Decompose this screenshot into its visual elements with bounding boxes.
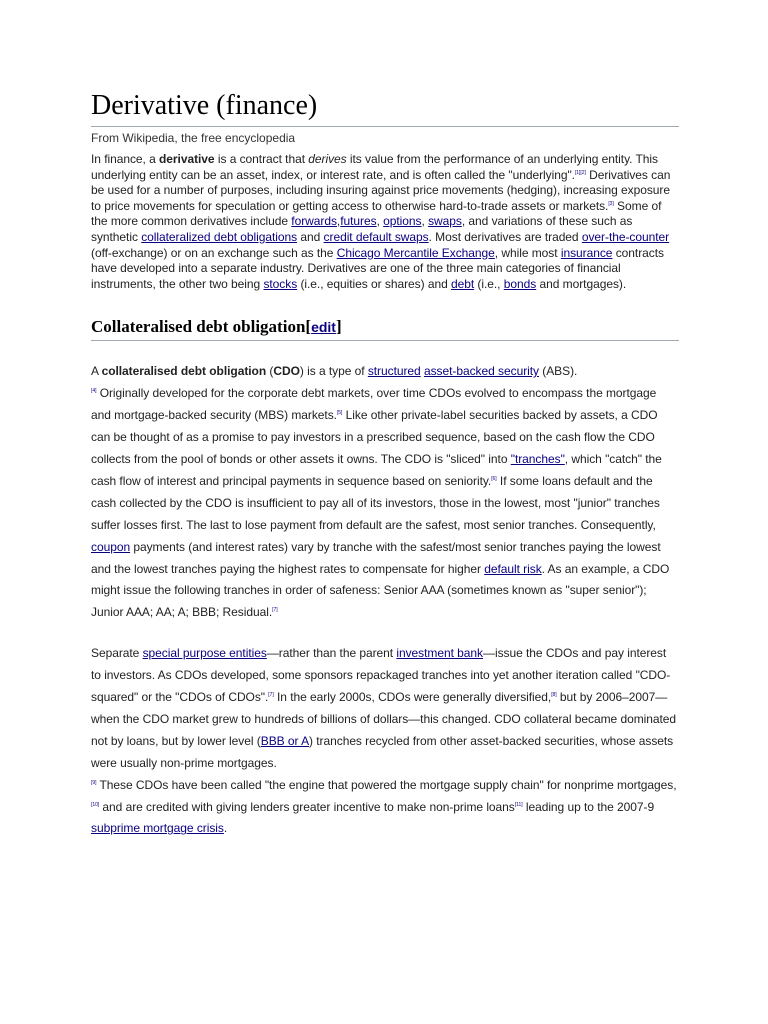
link-credit-default-swaps[interactable]: credit default swaps bbox=[323, 229, 429, 244]
text: (i.e., bbox=[474, 276, 504, 291]
text: its value from the performance of an underlying entity. This underlying entity can be an asset, index, or interest rate, and is often called the "underlying". bbox=[91, 152, 658, 182]
text: , bbox=[376, 214, 384, 229]
text: These CDOs have been called "the engine that powered the mortgage supply chain" for nonprime mortgages, bbox=[96, 777, 677, 792]
citation-link[interactable]: [10] bbox=[91, 801, 100, 808]
italic-term: derives bbox=[308, 152, 347, 166]
link-chicago-mercantile-exchange[interactable]: Chicago Mercantile Exchange bbox=[336, 245, 495, 260]
bracket: [ bbox=[305, 317, 312, 337]
text: is a contract that bbox=[214, 152, 309, 166]
link-stocks[interactable]: stocks bbox=[263, 276, 298, 291]
link-bbb-or-a[interactable]: BBB or A bbox=[260, 733, 310, 748]
citation-link[interactable]: [11] bbox=[514, 801, 523, 808]
link-over-the-counter[interactable]: over-the-counter bbox=[581, 229, 670, 244]
text: , bbox=[336, 214, 341, 229]
text: Originally developed for the corporate debt markets, over time CDOs evolved to encompass the mortgage and mortgage-backed security (MBS) markets. bbox=[91, 386, 657, 423]
citation-link[interactable]: [6] bbox=[491, 475, 497, 482]
link-swaps[interactable]: swaps bbox=[428, 214, 462, 229]
text: , which "catch" the cash flow of interest and principal payments in sequence based on seniority. bbox=[91, 451, 662, 488]
link-special-purpose-entities[interactable]: special purpose entities bbox=[142, 646, 267, 661]
page-title: Derivative (finance) bbox=[91, 88, 679, 127]
link-asset-backed-security[interactable]: asset-backed security bbox=[423, 364, 539, 379]
link-insurance[interactable]: insurance bbox=[560, 245, 613, 260]
text: , while most bbox=[494, 245, 561, 260]
citation-link[interactable]: [4] bbox=[91, 388, 97, 395]
text: Some of the more common derivatives include bbox=[91, 198, 662, 229]
link-collateralized-debt-obligations[interactable]: collateralized debt obligations bbox=[141, 229, 298, 244]
text: and are credited with giving lenders greater incentive to make non-prime loans bbox=[99, 799, 515, 814]
edit-link[interactable]: edit bbox=[311, 319, 336, 336]
link-debt[interactable]: debt bbox=[450, 276, 475, 291]
text: . Most derivatives are traded bbox=[428, 229, 582, 244]
text: . bbox=[223, 821, 228, 836]
text: ) is a type of bbox=[299, 364, 368, 379]
citation-link[interactable]: [3] bbox=[608, 200, 614, 207]
text: but by 2006–2007—when the CDO market grew to hundreds of billions of dollars—this changed. CDO collateral became dominated not by loans, but by lower level ( bbox=[91, 690, 677, 748]
text: A bbox=[91, 364, 102, 379]
link-bonds[interactable]: bonds bbox=[503, 276, 537, 291]
link-tranches[interactable]: "tranches" bbox=[510, 451, 565, 466]
bracket: ] bbox=[335, 317, 342, 337]
text: (i.e., equities or shares) and bbox=[297, 276, 451, 291]
link-investment-bank[interactable]: investment bank bbox=[396, 646, 483, 661]
text: In finance, a bbox=[91, 152, 160, 166]
text: Derivatives can be used for a number of purposes, including insuring against price movements (hedging), increasing exposure to price movements for speculation or getting access to otherwise hard-to-trade assets or markets. bbox=[91, 167, 671, 213]
bold-term: derivative bbox=[159, 152, 215, 166]
link-forwards[interactable]: forwards bbox=[291, 214, 337, 229]
cdo-paragraph-1 bbox=[91, 361, 679, 624]
text: and mortgages). bbox=[536, 276, 627, 291]
citation-link[interactable]: [9] bbox=[91, 779, 97, 786]
bold-term: collateralised debt obligation bbox=[101, 364, 267, 379]
text: . As an example, a CDO might issue the following tranches in order of safeness: Senior AAA (sometimes known as "super senior"); Junior AAA; AA; A; BBB; Residual. bbox=[91, 561, 670, 620]
lead-paragraph bbox=[91, 152, 679, 292]
text: —rather than the parent bbox=[266, 646, 397, 661]
text: ) tranches recycled from other asset-backed securities, whose assets were usually non-prime mortgages. bbox=[91, 733, 674, 770]
site-tagline: From Wikipedia, the free encyclopedia bbox=[91, 131, 296, 145]
citation-link[interactable]: [7] bbox=[272, 607, 278, 614]
text: payments (and interest rates) vary by tranche with the safest/most senior tranches paying the lowest and the lowest tranches paying the highest rates to compensate for higher bbox=[91, 539, 661, 576]
bold-term: CDO bbox=[273, 364, 300, 379]
citation-link[interactable]: [8] bbox=[551, 692, 557, 699]
text: Like other private-label securities backed by assets, a CDO can be thought of as a promise to pay investors in a prescribed sequence, based on the cash flow the CDO collects from the pool of bonds or other assets it owns. The CDO is "sliced" into bbox=[91, 408, 658, 466]
section-title: Collateralised debt obligation bbox=[91, 317, 306, 337]
text: (ABS). bbox=[539, 364, 578, 379]
text: , and variations of these such as synthetic bbox=[91, 214, 633, 244]
section-heading bbox=[91, 316, 679, 341]
citation-link[interactable]: [7] bbox=[268, 692, 274, 699]
link-futures[interactable]: futures bbox=[340, 214, 377, 229]
text: (off-exchange) or on an exchange such as the bbox=[91, 245, 337, 260]
citation-link[interactable]: [5] bbox=[336, 410, 343, 417]
link-options[interactable]: options bbox=[383, 214, 422, 229]
text: In the early 2000s, CDOs were generally diversified, bbox=[273, 690, 552, 705]
link-coupon[interactable]: coupon bbox=[91, 539, 131, 554]
citation-link[interactable]: [1][2] bbox=[574, 169, 586, 176]
link-structured[interactable]: structured bbox=[367, 364, 421, 379]
text: leading up to the 2007-9 bbox=[522, 799, 655, 814]
link-default-risk[interactable]: default risk bbox=[484, 561, 542, 576]
text: , bbox=[421, 214, 429, 229]
text: Separate bbox=[91, 646, 143, 661]
text: ( bbox=[266, 364, 274, 379]
text: contracts have developed into a separate industry. Derivatives are one of the three main categories of financial instruments, the other two being bbox=[91, 245, 664, 291]
text: —issue the CDOs and pay interest to investors. As CDOs developed, some sponsors repackaged tranches into yet another iteration called "CDO-squared" or the "CDOs of CDOs". bbox=[91, 646, 671, 705]
cdo-paragraph-2 bbox=[91, 643, 679, 840]
link-subprime-mortgage-crisis[interactable]: subprime mortgage crisis bbox=[91, 821, 224, 836]
text: If some loans default and the cash collected by the CDO is insufficient to pay all of its investors, those in the lowest, most "junior" tranches suffer losses first. The last to lose payment from default are the safest, most senior tranches. Consequently, bbox=[91, 473, 660, 532]
article bbox=[91, 88, 679, 840]
text: and bbox=[297, 229, 324, 244]
